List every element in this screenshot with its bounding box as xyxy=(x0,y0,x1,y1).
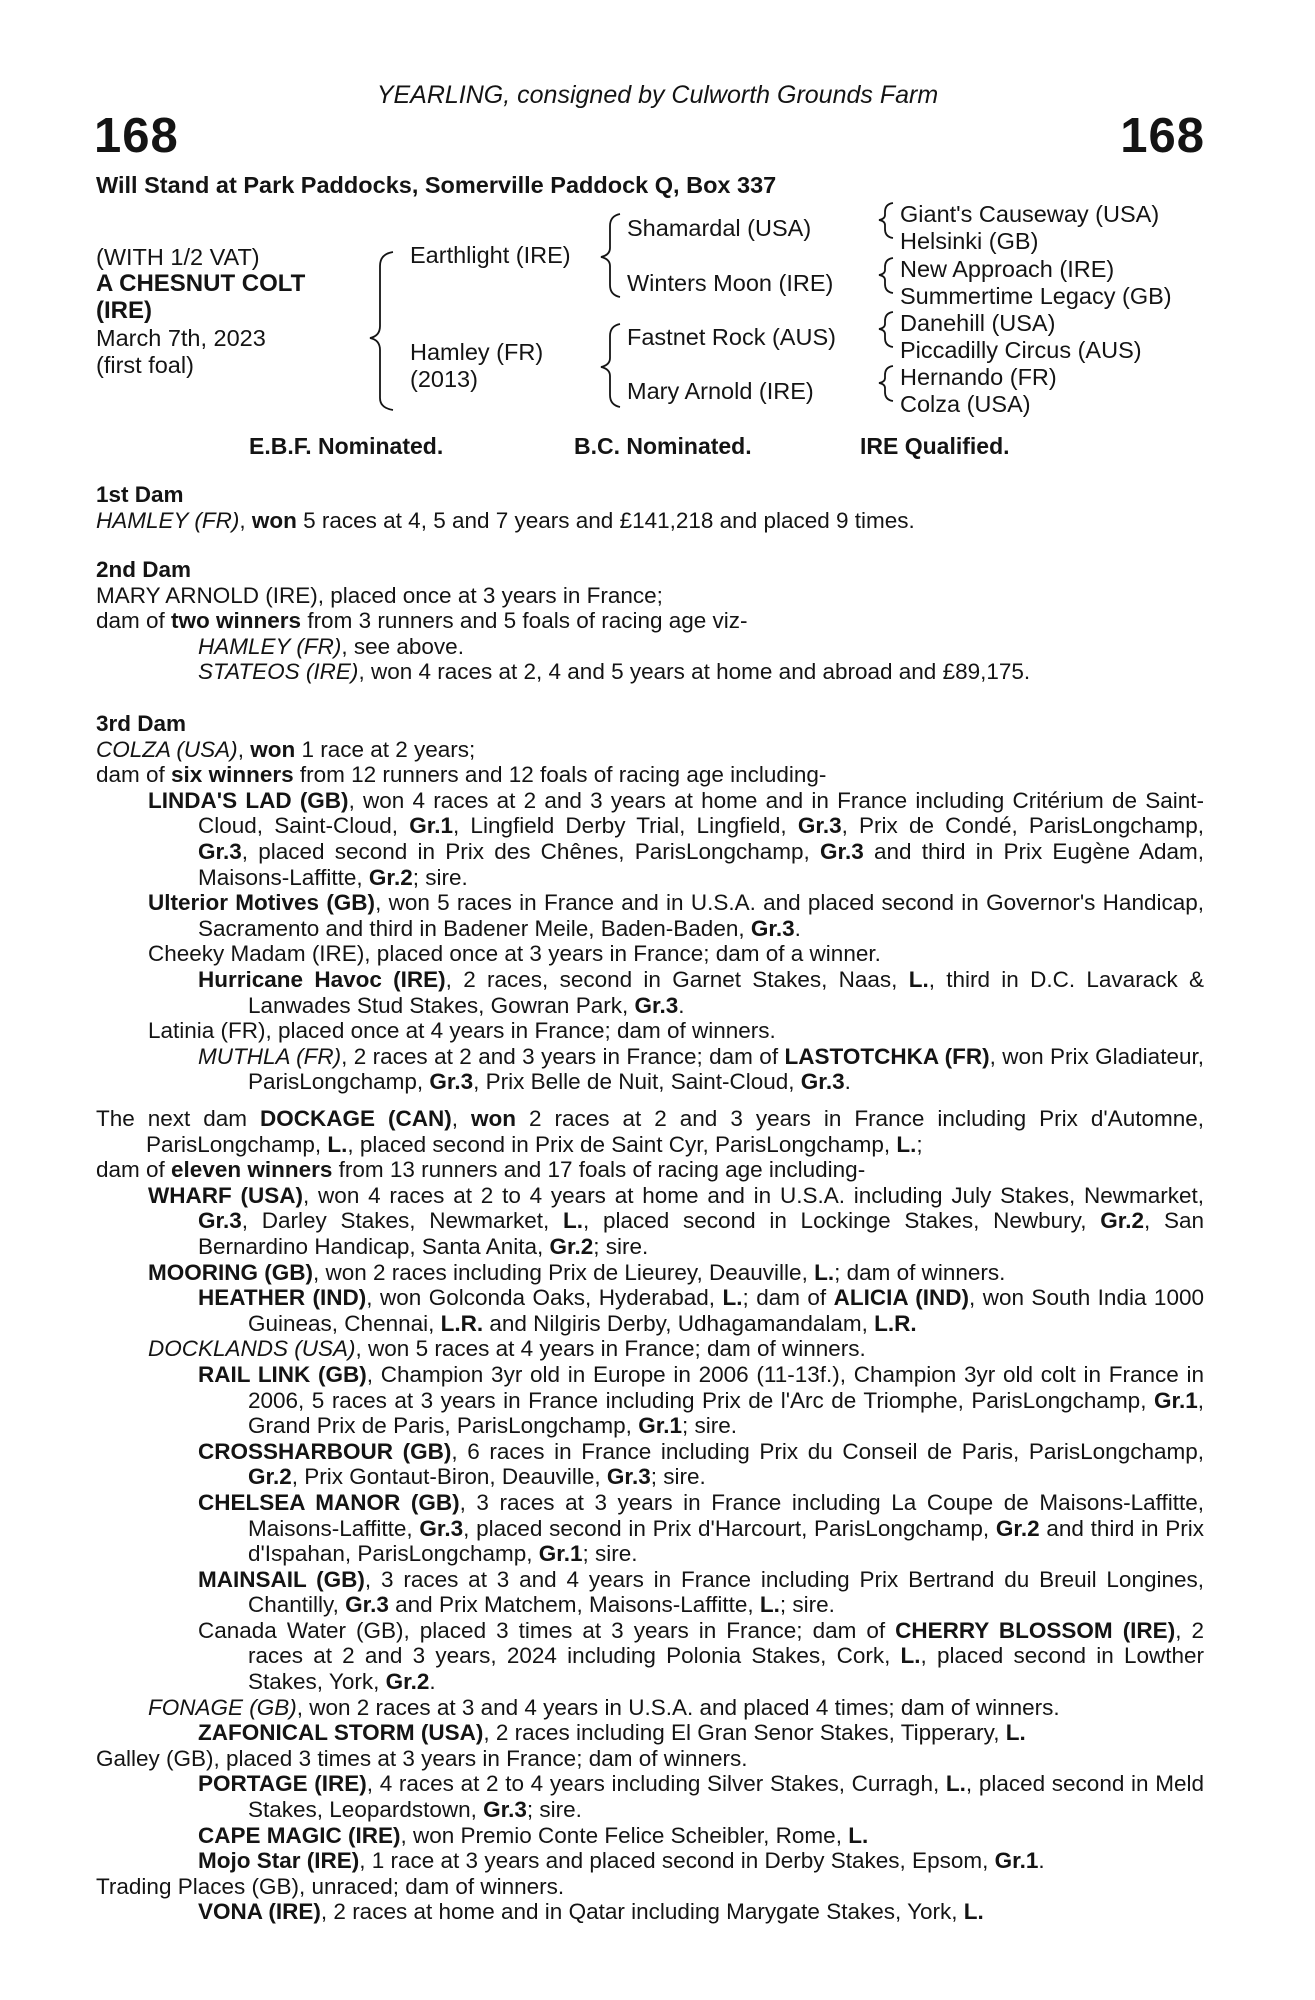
third-dam-line1: COLZA (USA), won 1 race at 2 years; xyxy=(96,736,476,762)
offspring-hamley: HAMLEY (FR), see above. xyxy=(198,633,464,659)
entry-crossharbour: CROSSHARBOUR (GB), 6 races in France including Prix du Conseil de Paris, ParisLongchamp, Gr.2, Prix Gontaut-Biron, Deauville, Gr.3; sire. xyxy=(198,1438,1204,1490)
first-dam-section xyxy=(96,482,1204,533)
dam-dam-name: Mary Arnold (IRE) xyxy=(627,378,814,404)
entry-docklands: DOCKLANDS (USA), won 5 races at 4 years in France; dam of winners. xyxy=(148,1336,866,1362)
stand-location: Will Stand at Park Paddocks, Somerville Paddock Q, Box 337 xyxy=(96,172,777,198)
next-dam-produce: dam of eleven winners from 13 runners and 17 foals of racing age including- xyxy=(96,1157,866,1183)
entry-ulterior-motives: Ulterior Motives (GB), won 5 races in France and in U.S.A. and placed second in Governor's Handicap, Sacramento and third in Badener Meile, Baden-Baden, Gr.3. xyxy=(148,890,1204,941)
entry-cheeky-madam: Cheeky Madam (IRE), placed once at 3 years in France; dam of a winner. xyxy=(148,941,881,967)
lot-number-right: 168 xyxy=(1120,109,1205,163)
entry-latinia: Latinia (FR), placed once at 4 years in France; dam of winners. xyxy=(148,1018,776,1044)
next-dam-section xyxy=(96,1106,1204,1925)
second-dam-produce: dam of two winners from 3 runners and 5 foals of racing age viz- xyxy=(96,608,748,634)
great-grandsire-3: New Approach (IRE) xyxy=(900,256,1115,282)
dam-year: (2013) xyxy=(410,366,478,392)
entry-wharf: WHARF (USA), won 4 races at 2 to 4 years at home and in U.S.A. including July Stakes, Newmarket, Gr.3, Darley Stakes, Newmarket, L., placed second in Lockinge Stakes, Newbury, Gr.2, San Bernardino Handicap, Santa Anita, Gr.2; sire. xyxy=(148,1182,1205,1259)
ebf-nominated: E.B.F. Nominated. xyxy=(249,433,444,459)
great-grandsire-1: Giant's Causeway (USA) xyxy=(900,201,1160,227)
entry-fonage: FONAGE (GB), won 2 races at 3 and 4 years in U.S.A. and placed 4 times; dam of winners. xyxy=(148,1694,1060,1720)
consignment-subtitle: YEARLING, consigned by Culworth Grounds Farm xyxy=(376,81,939,109)
ire-qualified: IRE Qualified. xyxy=(860,433,1010,459)
dam-name: Hamley (FR) xyxy=(410,339,544,365)
third-dam-produce: dam of six winners from 12 runners and 12 foals of racing age including- xyxy=(96,762,827,788)
dam-sire-name: Fastnet Rock (AUS) xyxy=(627,324,836,350)
entry-mojo-star: Mojo Star (IRE), 1 race at 3 years and placed second in Derby Stakes, Epsom, Gr.1. xyxy=(198,1848,1045,1874)
entry-zafonical-storm: ZAFONICAL STORM (USA), 2 races including El Gran Senor Stakes, Tipperary, L. xyxy=(198,1720,1026,1746)
entry-portage: PORTAGE (IRE), 4 races at 2 to 4 years including Silver Stakes, Curragh, L., placed second in Meld Stakes, Leopardstown, Gr.3; sire. xyxy=(198,1771,1204,1823)
second-dam-heading: 2nd Dam xyxy=(96,557,192,582)
horse-name: A CHESNUT COLT xyxy=(96,270,306,297)
entry-canada-water: Canada Water (GB), placed 3 times at 3 years in France; dam of CHERRY BLOSSOM (IRE), 2 races at 2 and 3 years, 2024 including Polonia Stakes, Cork, L., placed second in Lowther Stakes, York, Gr.2. xyxy=(198,1617,1204,1695)
great-granddam-8: Colza (USA) xyxy=(900,391,1031,417)
second-dam-line1: MARY ARNOLD (IRE), placed once at 3 years in France; xyxy=(96,582,663,608)
entry-chelsea-manor: CHELSEA MANOR (GB), 3 races at 3 years in France including La Coupe de Maisons-Laffitte, Maisons-Laffitte, Gr.3, placed second in Prix d'Harcourt, ParisLongchamp, Gr.2 and third in Prix d'Ispahan, ParisLongchamp, Gr.1; sire. xyxy=(198,1489,1205,1567)
sire-sire-name: Shamardal (USA) xyxy=(627,215,812,241)
great-grandsire-5: Danehill (USA) xyxy=(900,310,1056,336)
entry-rail-link: RAIL LINK (GB), Champion 3yr old in Europe in 2006 (11-13f.), Champion 3yr old colt in France in 2006, 5 races at 3 years in France including Prix de l'Arc de Triomphe, ParisLongchamp, Gr.1, Grand Prix de Paris, ParisLongchamp, Gr.1; sire. xyxy=(198,1361,1204,1439)
great-granddam-2: Helsinki (GB) xyxy=(900,228,1039,254)
entry-heather: HEATHER (IND), won Golconda Oaks, Hyderabad, L.; dam of ALICIA (IND), won South India 1000 Guineas, Chennai, L.R. and Nilgiris Derby, Udhagamandalam, L.R. xyxy=(198,1285,1204,1336)
sire-name: Earthlight (IRE) xyxy=(410,242,571,268)
entry-mooring: MOORING (GB), won 2 races including Prix de Lieurey, Deauville, L.; dam of winners. xyxy=(148,1259,1006,1285)
third-dam-heading: 3rd Dam xyxy=(96,711,187,736)
entry-galley: Galley (GB), placed 3 times at 3 years in France; dam of winners. xyxy=(96,1745,748,1771)
entry-trading-places: Trading Places (GB), unraced; dam of winners. xyxy=(96,1873,565,1899)
sire-dam-name: Winters Moon (IRE) xyxy=(627,270,834,296)
bc-nominated: B.C. Nominated. xyxy=(574,433,752,459)
entry-muthla: MUTHLA (FR), 2 races at 2 and 3 years in France; dam of LASTOTCHKA (FR), won Prix Gladiateur, ParisLongchamp, Gr.3, Prix Belle de Nuit, Saint-Cloud, Gr.3. xyxy=(198,1043,1204,1095)
next-dam-line: The next dam DOCKAGE (CAN), won 2 races at 2 and 3 years in France including Prix d'Automne, ParisLongchamp, L., placed second in Prix de Saint Cyr, ParisLongchamp, L.; xyxy=(96,1106,1204,1157)
great-grandsire-7: Hernando (FR) xyxy=(900,364,1057,390)
first-dam-heading: 1st Dam xyxy=(96,482,184,507)
entry-hurricane-havoc: Hurricane Havoc (IRE), 2 races, second in Garnet Stakes, Naas, L., third in D.C. Lavarack & Lanwades Stud Stakes, Gowran Park, Gr.3. xyxy=(198,966,1204,1018)
great-granddam-6: Piccadilly Circus (AUS) xyxy=(900,337,1142,363)
entry-cape-magic: CAPE MAGIC (IRE), won Premio Conte Felice Scheibler, Rome, L. xyxy=(198,1822,869,1848)
second-dam-section xyxy=(96,557,1204,685)
third-dam-section xyxy=(96,711,1204,1095)
horse-origin: (IRE) xyxy=(96,297,152,324)
foaling-date: March 7th, 2023 xyxy=(96,325,266,351)
entry-mainsail: MAINSAIL (GB), 3 races at 3 and 4 years in France including Prix Bertrand du Breuil Longines, Chantilly, Gr.3 and Prix Matchem, Maisons-Laffitte, L.; sire. xyxy=(198,1566,1204,1618)
great-granddam-4: Summertime Legacy (GB) xyxy=(900,283,1172,309)
first-dam-text: HAMLEY (FR), won 5 races at 4, 5 and 7 years and £141,218 and placed 9 times. xyxy=(96,507,915,533)
lot-number-left: 168 xyxy=(94,109,179,163)
offspring-stateos: STATEOS (IRE), won 4 races at 2, 4 and 5 years at home and abroad and £89,175. xyxy=(198,659,1031,685)
entry-lindas-lad: LINDA'S LAD (GB), won 4 races at 2 and 3 years at home and in France including Critérium de Saint-Cloud, Saint-Cloud, Gr.1, Lingfield Derby Trial, Lingfield, Gr.3, Prix de Condé, ParisLongchamp, Gr.3, placed second in Prix des Chênes, ParisLongchamp, Gr.3 and third in Prix Eugène Adam, Maisons-Laffitte, Gr.2; sire. xyxy=(148,787,1204,890)
vat-note: (WITH 1/2 VAT) xyxy=(96,244,260,270)
foal-note: (first foal) xyxy=(96,352,194,378)
entry-vona: VONA (IRE), 2 races at home and in Qatar including Marygate Stakes, York, L. xyxy=(198,1899,984,1925)
